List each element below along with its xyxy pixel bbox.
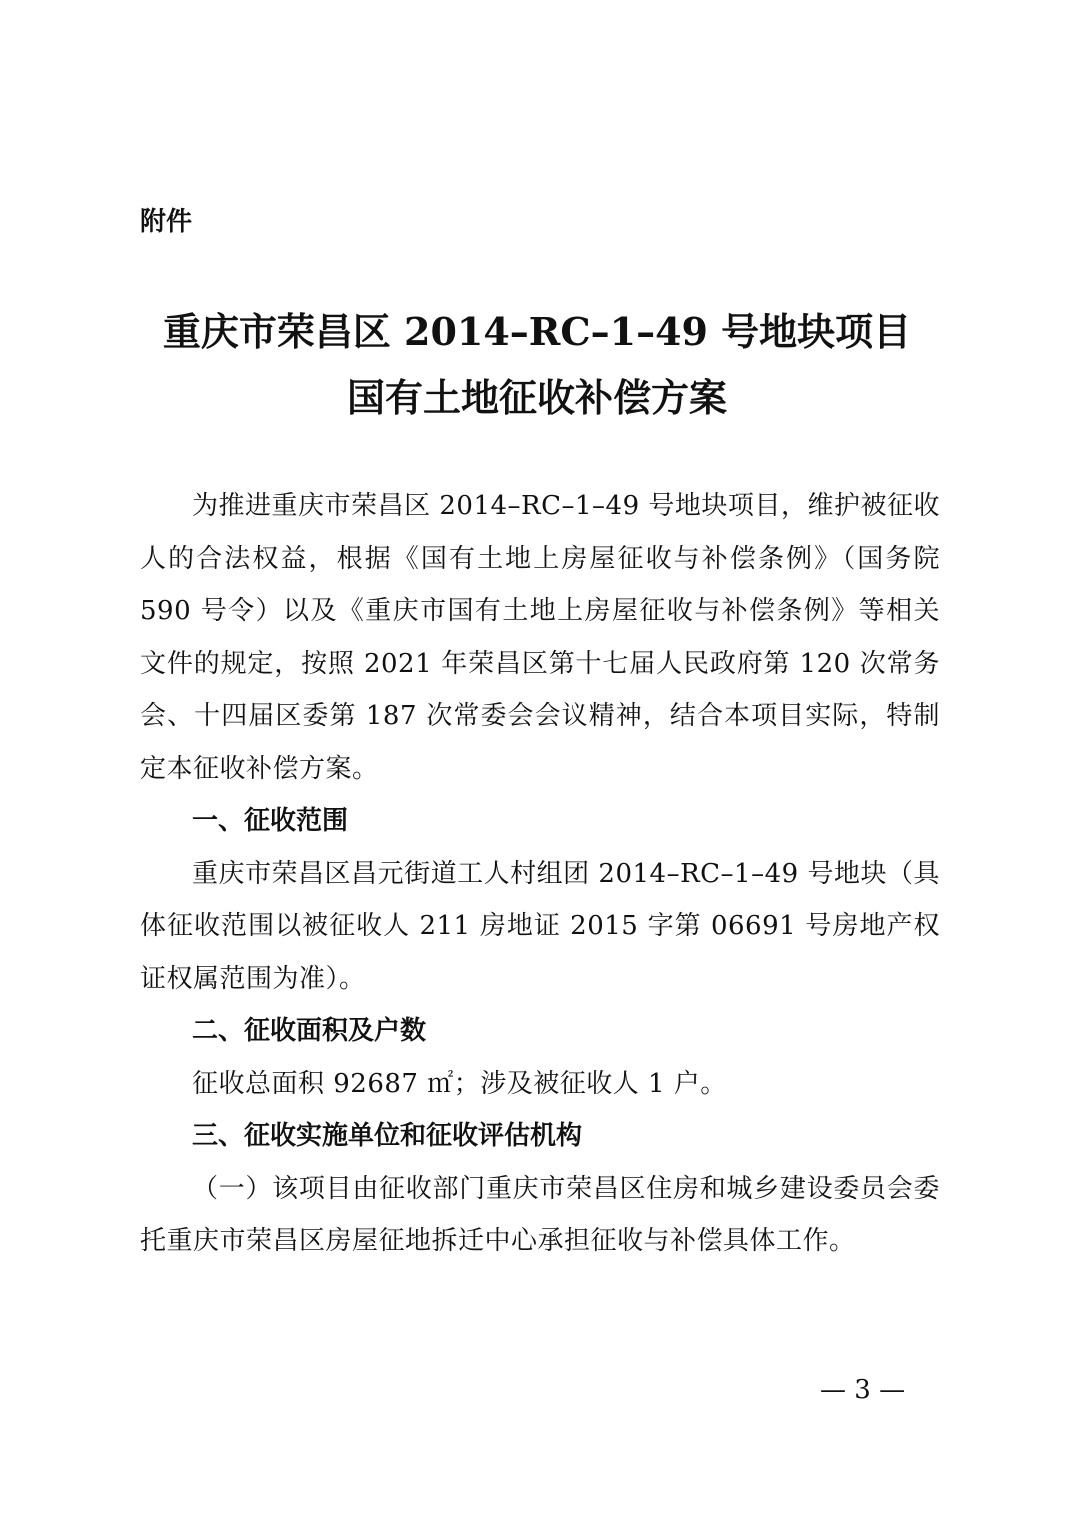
section-text-area: 征收总面积 92687 ㎡；涉及被征收人 1 户。 xyxy=(192,1068,727,1099)
section-heading-agency: 三、征收实施单位和征收评估机构 xyxy=(192,1121,583,1151)
document-title-line-2: 国有土地征收补偿方案 xyxy=(346,375,727,420)
page-number: — 3 — xyxy=(820,1375,906,1405)
section-text-agency: （一）该项目由征收部门重庆市荣昌区住房和城乡建设委员会委托重庆市荣昌区房屋征地拆迁中心承担征收与补偿具体工作。 xyxy=(140,1173,940,1256)
section-heading-scope: 一、征收范围 xyxy=(192,806,349,836)
section-heading-area: 二、征收面积及户数 xyxy=(192,1016,427,1046)
document-body xyxy=(140,480,940,1268)
section-text-scope: 重庆市荣昌区昌元街道工人村组团 2014–RC–1–49 号地块（具体征收范围以被征收人 211 房地证 2015 字第 06691 号房地产权证权属范围为准）。 xyxy=(140,858,940,994)
document-title-line-1: 重庆市荣昌区 2014–RC–1–49 号地块项目 xyxy=(162,309,912,354)
attachment-label: 附件 xyxy=(140,207,193,237)
intro-paragraph: 为推进重庆市荣昌区 2014–RC–1–49 号地块项目，维护被征收人的合法权益，根据《国有土地上房屋征收与补偿条例》（国务院 590 号令）以及《重庆市国有土地上房屋征收与补偿条例》等相关文件的规定，按照 2021 年荣昌区第十七届人民政府第 120 次常务会、十四届区委第 187 次常委会会议精神，结合本项目实际，特制定本征收补偿方案。 xyxy=(140,491,940,784)
